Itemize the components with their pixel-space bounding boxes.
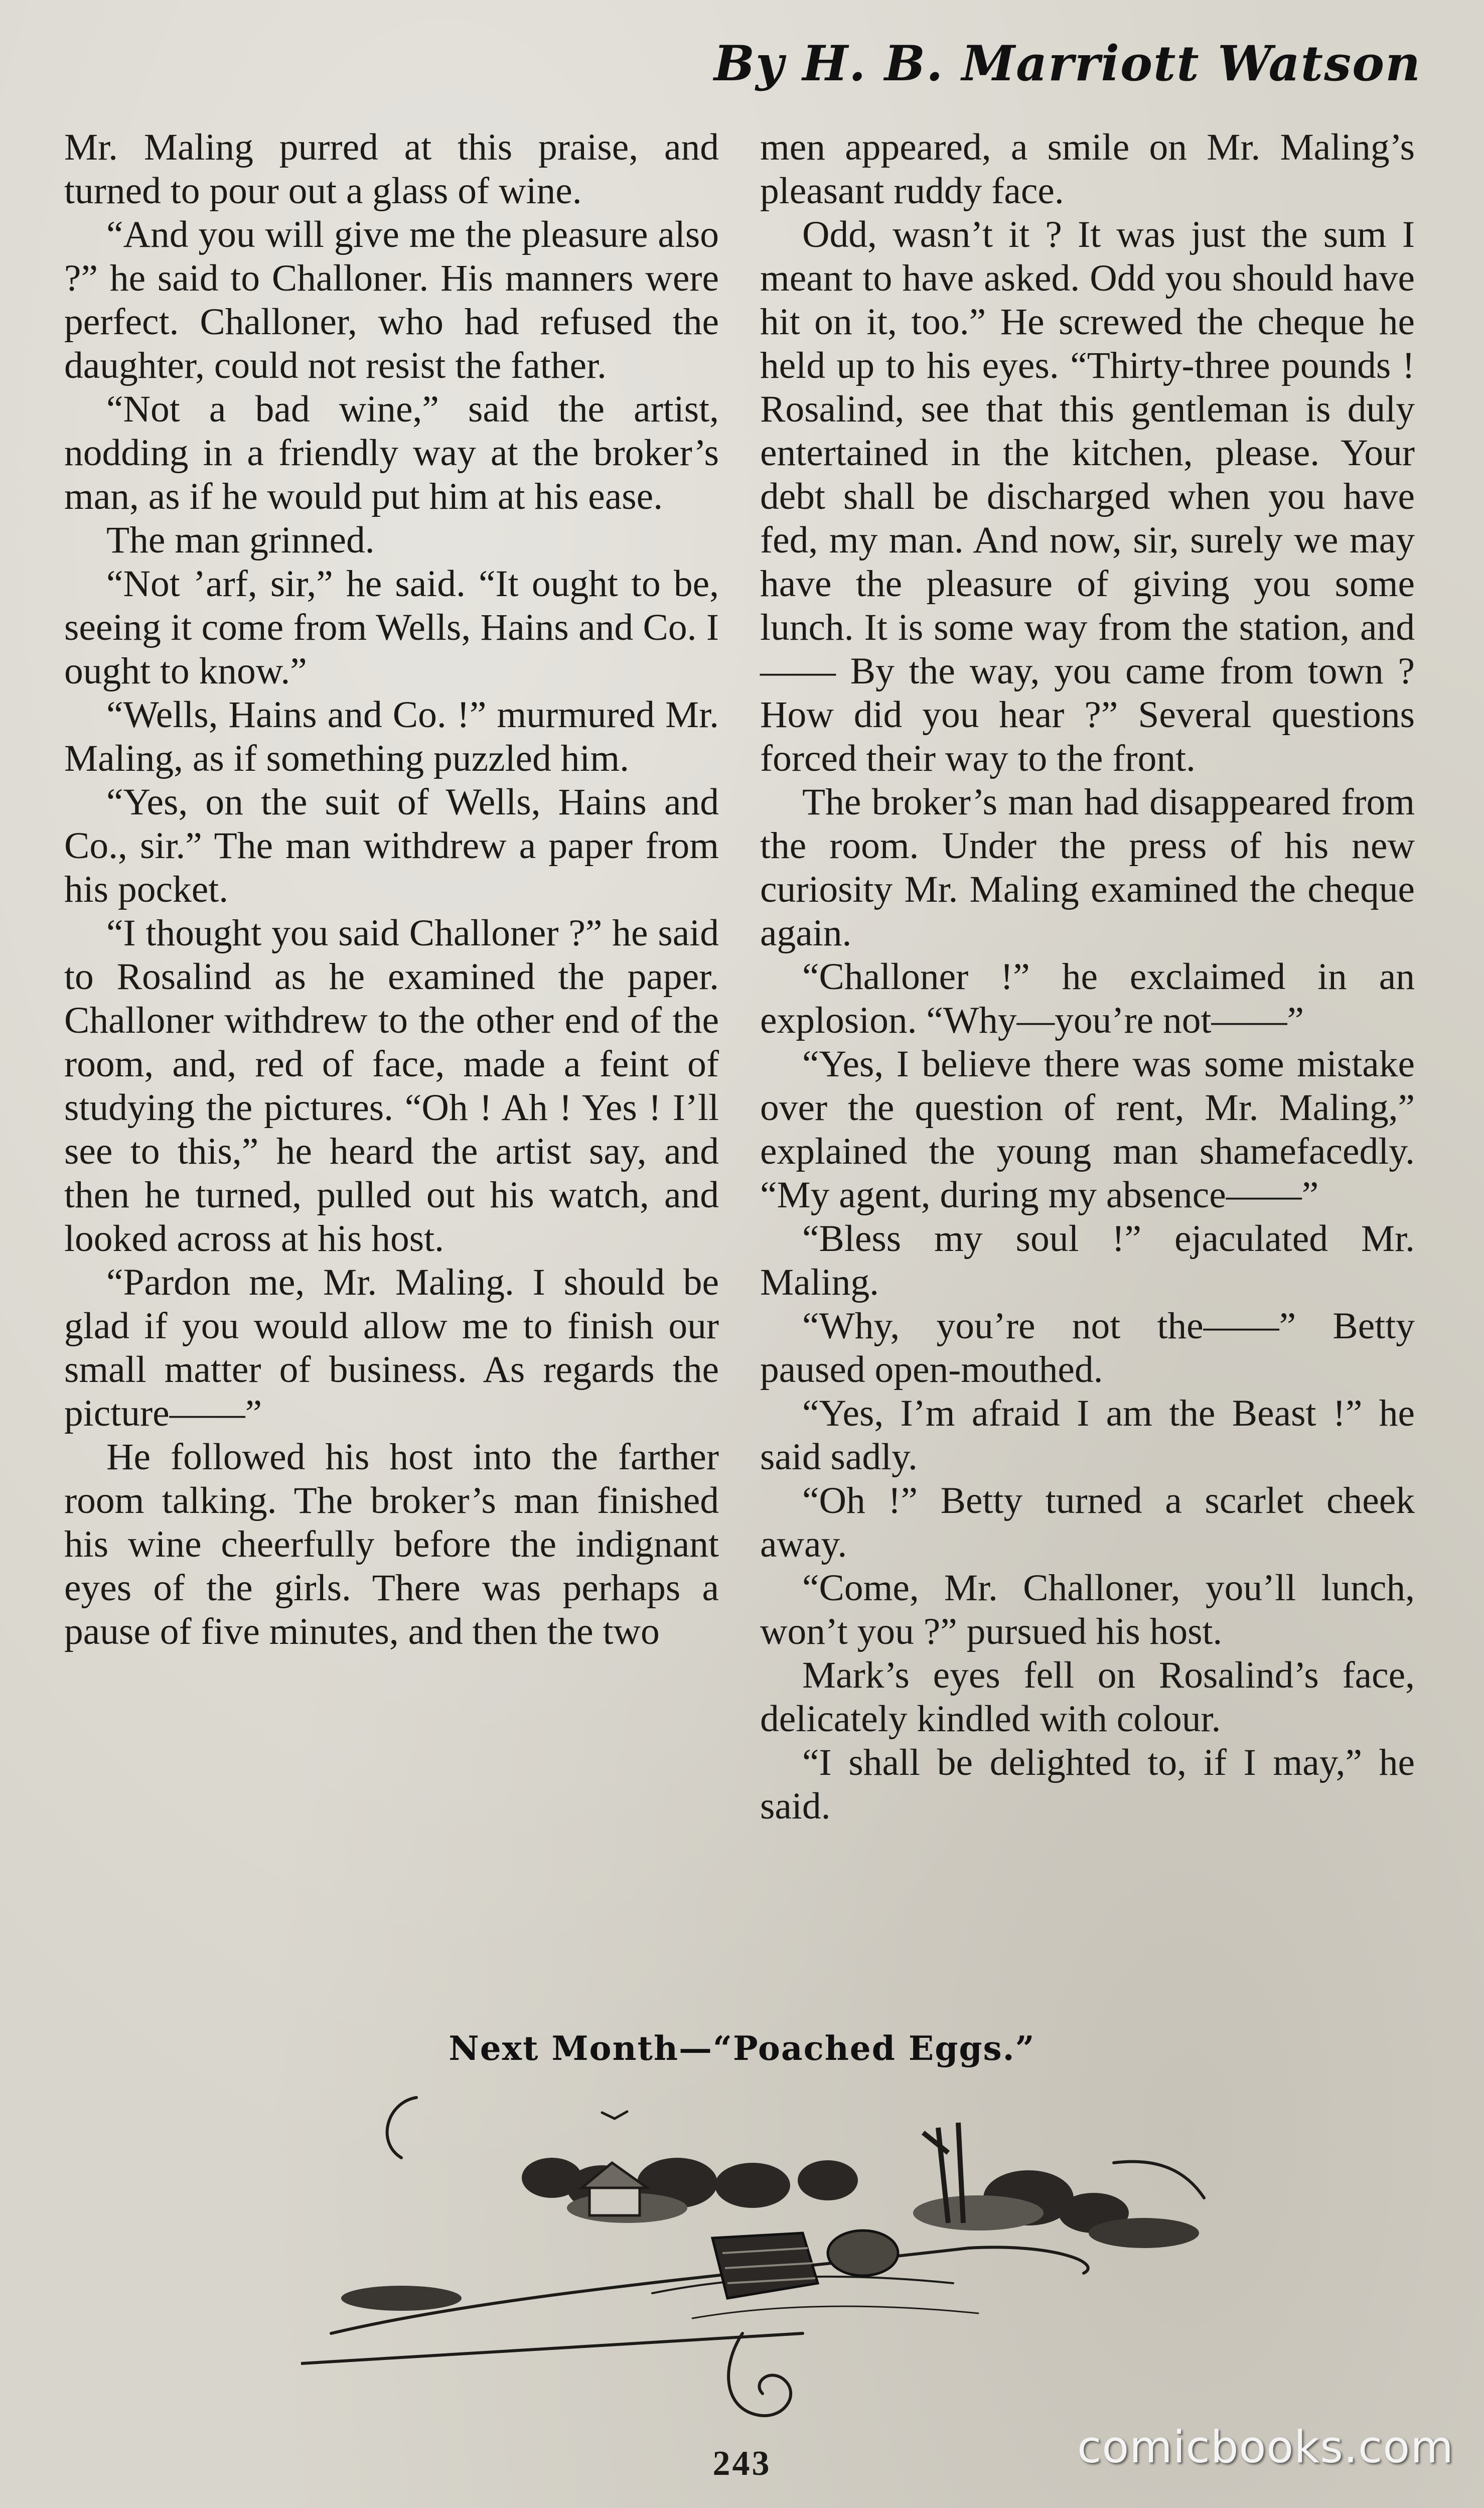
paragraph: “I thought you said Challoner ?” he said to Rosalind as he examined the paper. Challoner withdrew to the other end of the room, and, red of face, made a feint of studying the pictures. “Oh ! Ah ! Yes ! I’ll see to this,” he heard the artist say, and then he turned, pulled out his watch, and looked across at his host. bbox=[64, 912, 719, 1260]
paragraph: “And you will give me the pleasure also ?” he said to Challoner. His manners were perfect. Challoner, who had refused the daughter, could not resist the father. bbox=[64, 214, 719, 386]
paragraph: “Why, you’re not the——” Betty paused open-mouthed. bbox=[760, 1305, 1415, 1390]
paragraph: “Not a bad wine,” said the artist, nodding in a friendly way at the broker’s man, as if he would put him at his ease. bbox=[64, 388, 719, 517]
paragraph: “I shall be delighted to, if I may,” he said. bbox=[760, 1742, 1415, 1827]
paragraph: Mr. Maling purred at this praise, and turned to pour out a glass of wine. bbox=[64, 126, 719, 212]
next-month-teaser: Next Month—“Poached Eggs.” bbox=[449, 2029, 1035, 2068]
paragraph: “Bless my soul !” ejaculated Mr. Maling. bbox=[760, 1218, 1415, 1303]
paragraph: “Challoner !” he exclaimed in an explosion. “Why—you’re not——” bbox=[760, 956, 1415, 1041]
story-column-left bbox=[64, 125, 719, 1653]
page-number: 243 bbox=[712, 2444, 772, 2483]
paragraph: The broker’s man had disappeared from the room. Under the press of his new curiosity Mr. Maling examined the cheque again. bbox=[760, 781, 1415, 954]
story-column-right bbox=[760, 125, 1415, 1828]
paragraph: Odd, wasn’t it ? It was just the sum I meant to have asked. Odd you should have hit on it, too.” He screwed the cheque he held up to his eyes. “Thirty-three pounds ! Rosalind, see that this gentleman is duly entertained in the kitchen, please. Your debt shall be discharged when you have fed, my man. And now, sir, surely we may have the pleasure of giving you some lunch. It is some way from the station, and—— By the way, you came from town ? How did you hear ?” Several questions forced their way to the front. bbox=[760, 214, 1415, 779]
paragraph: “Yes, I believe there was some mistake over the question of rent, Mr. Maling,” explained the young man shamefacedly. “My agent, during my absence——” bbox=[760, 1043, 1415, 1216]
paragraph: men appeared, a smile on Mr. Maling’s pleasant ruddy face. bbox=[760, 126, 1415, 212]
paragraph: “Oh !” Betty turned a scarlet cheek away. bbox=[760, 1480, 1415, 1565]
paragraph: He followed his host into the farther room talking. The broker’s man finished his wine cheerfully before the indignant eyes of the girls. There was perhaps a pause of five minutes, and then the two bbox=[64, 1436, 719, 1652]
country-scene-vignette-icon bbox=[301, 2082, 1279, 2434]
paragraph: The man grinned. bbox=[106, 519, 375, 561]
paragraph: Mark’s eyes fell on Rosalind’s face, delicately kindled with colour. bbox=[760, 1654, 1415, 1740]
paragraph: “Not ’arf, sir,” he said. “It ought to be, seeing it come from Wells, Hains and Co. I ought to know.” bbox=[64, 563, 719, 692]
paragraph: “Come, Mr. Challoner, you’ll lunch, won’t you ?” pursued his host. bbox=[760, 1567, 1415, 1652]
paragraph: “Yes, on the suit of Wells, Hains and Co., sir.” The man withdrew a paper from his pocket. bbox=[64, 781, 719, 910]
author-byline: By H. B. Marriott Watson bbox=[714, 35, 1421, 92]
paragraph: “Wells, Hains and Co. !” murmured Mr. Maling, as if something puzzled him. bbox=[64, 694, 719, 779]
paragraph: “Yes, I’m afraid I am the Beast !” he said sadly. bbox=[760, 1392, 1415, 1478]
paragraph: “Pardon me, Mr. Maling. I should be glad if you would allow me to finish our small matter of business. As regards the picture——” bbox=[64, 1262, 719, 1434]
watermark: comicbooks.com bbox=[1077, 2421, 1454, 2473]
